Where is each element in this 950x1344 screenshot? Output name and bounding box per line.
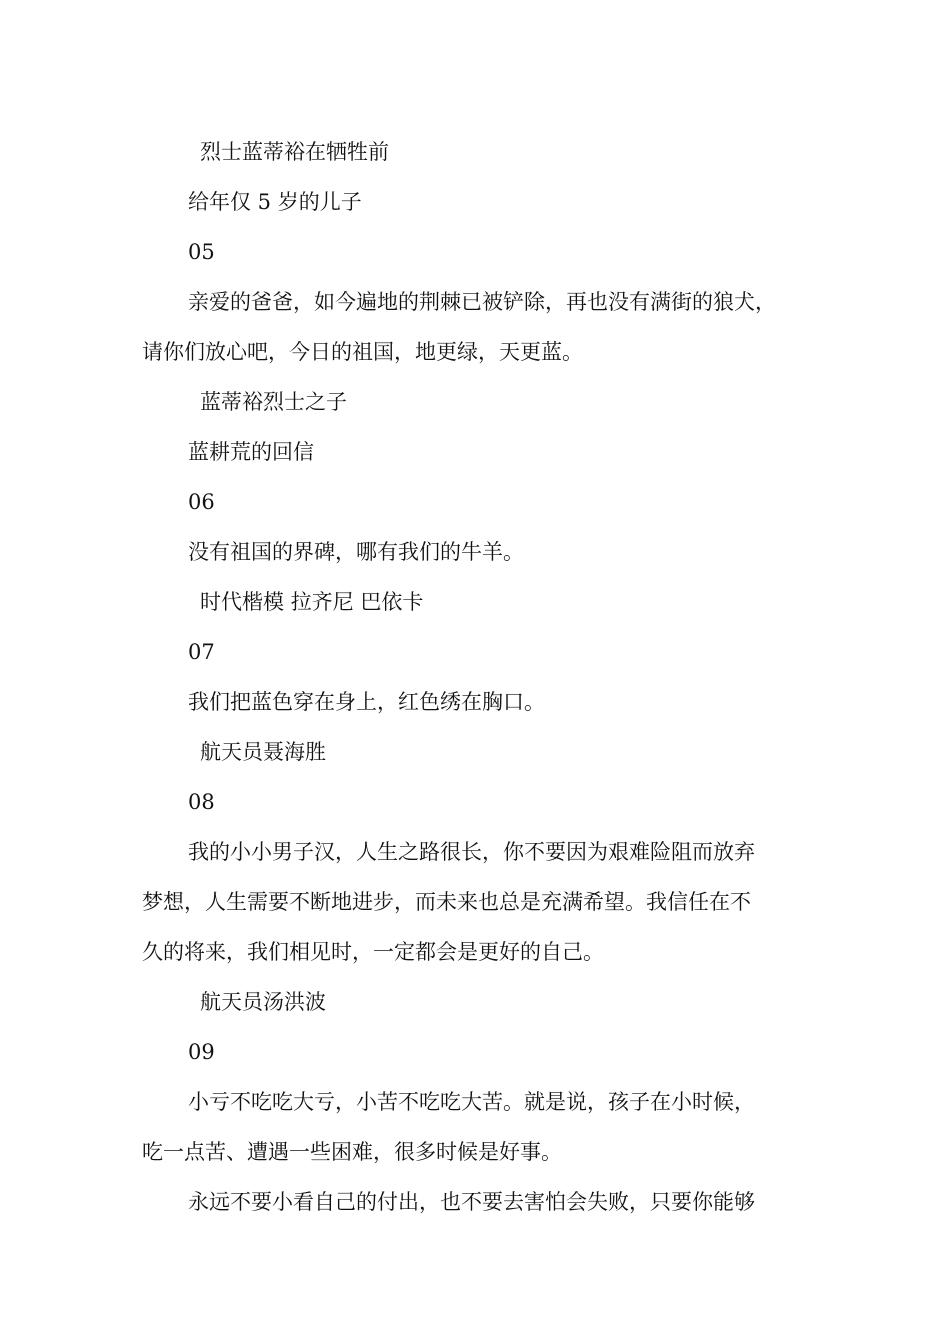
paragraph-line: 请你们放心吧，今日的祖国，地更绿，天更蓝。 [142, 340, 583, 364]
paragraph-line: 没有祖国的界碑，哪有我们的牛羊。 [188, 540, 524, 564]
paragraph-line: 小亏不吃吃大亏，小苦不吃吃大苦。就是说，孩子在小时候， [188, 1090, 755, 1114]
section-number: 07 [188, 640, 215, 664]
paragraph-line: 久的将来，我们相见时，一定都会是更好的自己。 [142, 940, 604, 964]
document-body [142, 132, 832, 1232]
signature-line: 烈士蓝蒂裕在牺牲前 [200, 140, 389, 164]
section-number: 05 [188, 240, 215, 264]
paragraph-line: 我们把蓝色穿在身上，红色绣在胸口。 [188, 690, 545, 714]
signature-line: 蓝蒂裕烈士之子 [200, 390, 347, 414]
paragraph-line: 吃一点苦、遭遇一些困难，很多时候是好事。 [142, 1140, 562, 1164]
section-number: 08 [188, 790, 215, 814]
letter-heading: 蓝耕荒的回信 [188, 440, 314, 464]
paragraph-line: 梦想，人生需要不断地进步，而未来也总是充满希望。我信任在不 [142, 890, 751, 914]
paragraph-line: 我的小小男子汉，人生之路很长，你不要因为艰难险阻而放弃 [188, 840, 755, 864]
section-number: 09 [188, 1040, 215, 1064]
signature-line: 航天员聂海胜 [200, 740, 326, 764]
section-number: 06 [188, 490, 215, 514]
paragraph-line: 亲爱的爸爸，如今遍地的荆棘已被铲除，再也没有满街的狼犬， [188, 290, 776, 314]
paragraph-line: 永远不要小看自己的付出，也不要去害怕会失败，只要你能够 [188, 1190, 755, 1214]
signature-line: 航天员汤洪波 [200, 990, 326, 1014]
letter-heading: 给年仅 5 岁的儿子 [188, 190, 362, 214]
signature-line: 时代楷模 拉齐尼 巴依卡 [200, 590, 424, 614]
